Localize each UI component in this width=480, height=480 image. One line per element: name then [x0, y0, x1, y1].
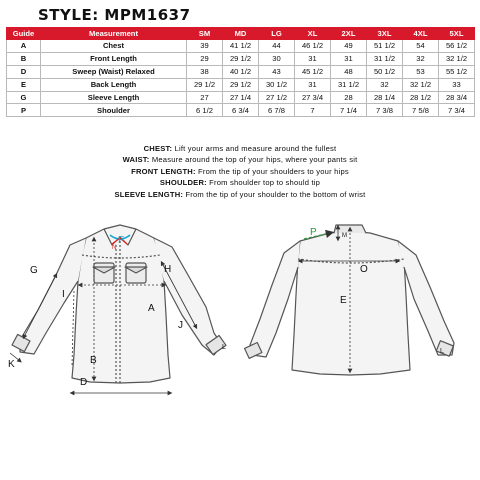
- value-cell: 40 1/2: [223, 65, 259, 78]
- label-h: H: [164, 264, 172, 275]
- value-cell: 32: [403, 52, 439, 65]
- value-cell: 31 1/2: [367, 52, 403, 65]
- value-cell: 7 3/8: [367, 104, 403, 117]
- value-cell: 7 3/4: [439, 104, 475, 117]
- label-b: B: [90, 355, 97, 366]
- value-cell: 6 3/4: [223, 104, 259, 117]
- value-cell: 7 5/8: [403, 104, 439, 117]
- value-cell: 45 1/2: [295, 65, 331, 78]
- measurement-cell: Front Length: [41, 52, 187, 65]
- value-cell: 44: [259, 40, 295, 53]
- value-cell: 38: [187, 65, 223, 78]
- table-row: [7, 104, 475, 117]
- value-cell: 50 1/2: [367, 65, 403, 78]
- label-i: I: [62, 289, 65, 300]
- definition-key: WAIST:: [122, 155, 150, 165]
- value-cell: 6 1/2: [187, 104, 223, 117]
- value-cell: 29: [187, 52, 223, 65]
- header-size-sm: SM: [187, 28, 223, 40]
- header-guide: Guide: [7, 28, 41, 40]
- guide-cell: P: [7, 104, 41, 117]
- value-cell: 27: [187, 91, 223, 104]
- value-cell: 27 1/2: [259, 91, 295, 104]
- value-cell: 30 1/2: [259, 78, 295, 91]
- definition-key: SLEEVE LENGTH:: [114, 189, 184, 199]
- measurement-cell: Sleeve Length: [41, 91, 187, 104]
- table-row: [7, 65, 475, 78]
- value-cell: 32 1/2: [403, 78, 439, 91]
- shirt-measurement-diagram: [0, 215, 480, 480]
- style-title: STYLE: MPM1637: [38, 6, 191, 24]
- value-cell: 27 3/4: [295, 91, 331, 104]
- table-row: [7, 91, 475, 104]
- size-chart-table: [6, 27, 475, 117]
- label-l-front: L: [222, 344, 226, 351]
- header-size-5xl: 5XL: [439, 28, 475, 40]
- value-cell: 31: [295, 78, 331, 91]
- value-cell: 31 1/2: [331, 78, 367, 91]
- header-size-xl: XL: [295, 28, 331, 40]
- label-n: N: [112, 245, 117, 251]
- value-cell: 33: [439, 78, 475, 91]
- value-cell: 31: [295, 52, 331, 65]
- value-cell: 29 1/2: [187, 78, 223, 91]
- value-cell: 28 1/2: [403, 91, 439, 104]
- value-cell: 41 1/2: [223, 40, 259, 53]
- definition-text: Measure around the top of your hips, where your pants sit: [149, 155, 358, 165]
- label-p: P: [310, 227, 317, 238]
- value-cell: 48: [331, 65, 367, 78]
- definition-key: CHEST:: [143, 144, 173, 153]
- header-size-3xl: 3XL: [367, 28, 403, 40]
- value-cell: 39: [187, 40, 223, 53]
- header-size-2xl: 2XL: [331, 28, 367, 40]
- measurement-cell: Sweep (Waist) Relaxed: [41, 65, 187, 78]
- label-l-back: L: [440, 348, 444, 355]
- label-e: E: [340, 295, 347, 306]
- value-cell: 46 1/2: [295, 40, 331, 53]
- back-shirt-drawing: [245, 225, 454, 375]
- label-f: F: [118, 235, 125, 246]
- value-cell: 53: [403, 65, 439, 78]
- front-shirt-drawing: [12, 225, 226, 383]
- definition-text: From shoulder top to should tip: [206, 178, 321, 188]
- measurement-cell: Chest: [41, 40, 187, 53]
- header-size-md: MD: [223, 28, 259, 40]
- value-cell: 54: [403, 40, 439, 53]
- value-cell: 28 3/4: [439, 91, 475, 104]
- label-o: O: [360, 264, 368, 275]
- value-cell: 31: [331, 52, 367, 65]
- label-d: D: [80, 377, 88, 388]
- label-m: M: [342, 233, 347, 239]
- header-size-4xl: 4XL: [403, 28, 439, 40]
- definition-text: From the tip of your shoulder to the bottom of wrist: [183, 189, 366, 199]
- value-cell: 27 1/4: [223, 91, 259, 104]
- value-cell: 32: [367, 78, 403, 91]
- definition-key: FRONT LENGTH:: [131, 166, 196, 176]
- definition-shoulder: [0, 177, 480, 188]
- label-g: G: [30, 265, 38, 276]
- label-j: J: [178, 320, 183, 331]
- value-cell: 51 1/2: [367, 40, 403, 53]
- guide-cell: G: [7, 91, 41, 104]
- definition-chest: [0, 143, 480, 154]
- header-size-lg: LG: [259, 28, 295, 40]
- measurement-cell: Shoulder: [41, 104, 187, 117]
- definition-sleeve-length: [0, 189, 480, 200]
- definition-waist: [0, 154, 480, 165]
- value-cell: 29 1/2: [223, 52, 259, 65]
- value-cell: 43: [259, 65, 295, 78]
- value-cell: 28: [331, 91, 367, 104]
- definition-key: SHOULDER:: [159, 178, 207, 188]
- value-cell: 28 1/4: [367, 91, 403, 104]
- table-header-row: [7, 28, 475, 40]
- table-row: [7, 40, 475, 53]
- header-measurement: Measurement: [41, 28, 187, 40]
- definition-text: Lift your arms and measure around the fullest: [172, 144, 337, 153]
- value-cell: 55 1/2: [439, 65, 475, 78]
- definition-text: From the tip of your shoulders to your hips: [195, 166, 349, 176]
- definition-front-length: [0, 166, 480, 177]
- value-cell: 30: [259, 52, 295, 65]
- value-cell: 29 1/2: [223, 78, 259, 91]
- guide-cell: E: [7, 78, 41, 91]
- measurement-cell: Back Length: [41, 78, 187, 91]
- value-cell: 49: [331, 40, 367, 53]
- value-cell: 7 1/4: [331, 104, 367, 117]
- label-k: K: [8, 359, 15, 370]
- guide-cell: D: [7, 65, 41, 78]
- measurement-definitions: [0, 143, 480, 200]
- value-cell: 6 7/8: [259, 104, 295, 117]
- value-cell: 7: [295, 104, 331, 117]
- guide-cell: A: [7, 40, 41, 53]
- guide-cell: B: [7, 52, 41, 65]
- label-a: A: [148, 303, 155, 314]
- table-row: [7, 78, 475, 91]
- value-cell: 56 1/2: [439, 40, 475, 53]
- table-row: [7, 52, 475, 65]
- value-cell: 32 1/2: [439, 52, 475, 65]
